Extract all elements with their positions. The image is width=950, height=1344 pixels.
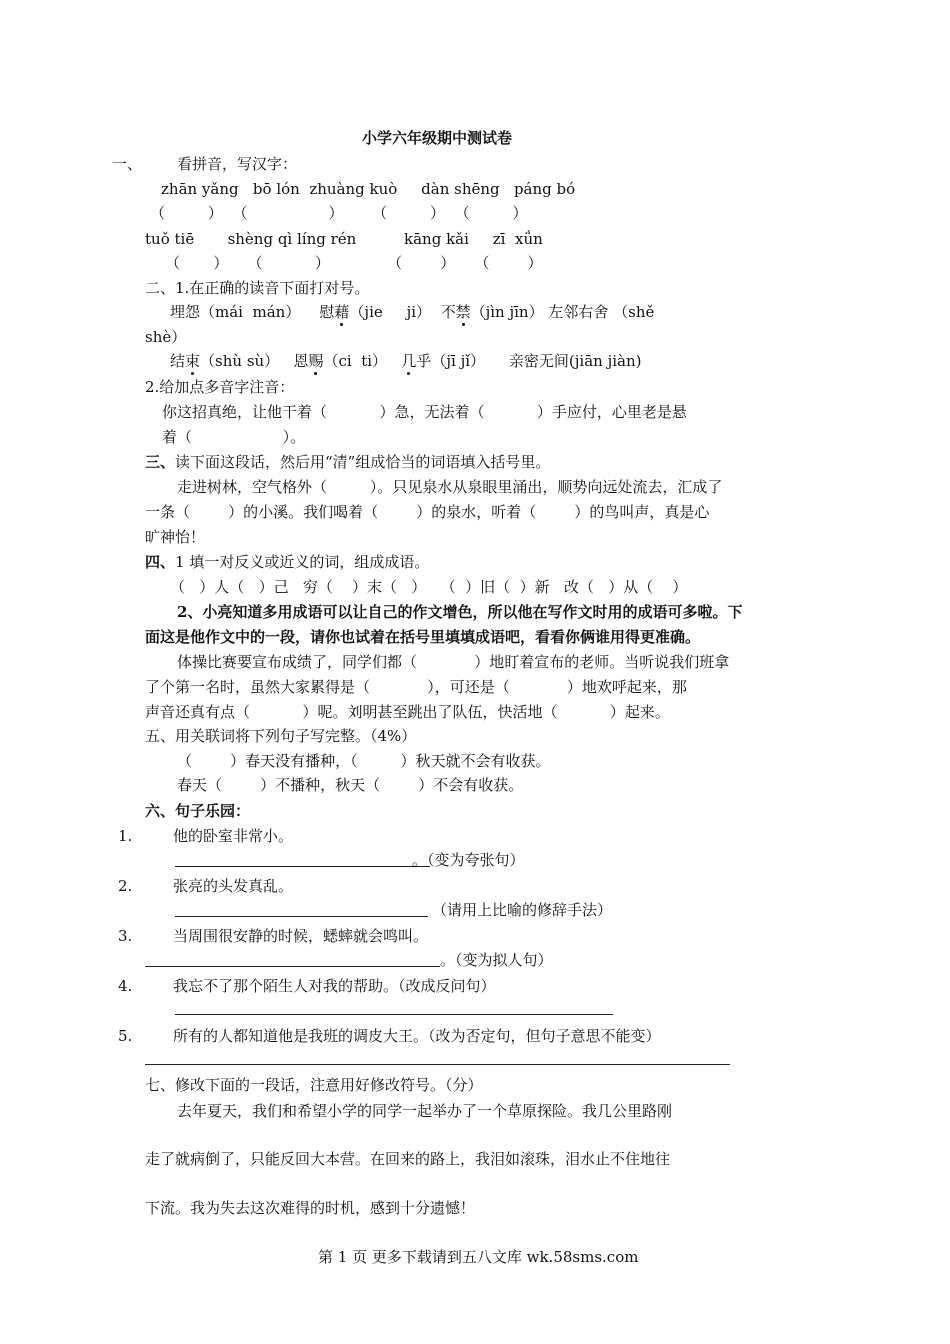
passage-4-line-2: 了个第一名时，虽然大家累得是（ ），可还是（ ）地欢呼起来，那 (145, 678, 687, 696)
sentence-hint: （请用上比喻的修辞手法） (432, 901, 613, 919)
section-3-label: 三、 (145, 453, 176, 471)
idiom-question-line-1: 2、小亮知道多用成语可以让自己的作文增色，所以他在写作文时用的成语可多啦。下 (177, 603, 743, 621)
sentence-text: 张亮的头发真乱。 (173, 877, 294, 895)
page-title: 小学六年级期中测试卷 (362, 129, 513, 147)
passage-4-line-1: 体操比赛要宣布成绩了，同学们都（ ）地盯着宣布的老师。当听说我们班拿 (177, 653, 730, 671)
pronunciation-line-2: shè） (145, 328, 187, 346)
passage-4-line-3: 声音还真有点（ ）呢。刘明甚至跳出了队伍，快活地（ ）起来。 (145, 703, 670, 721)
dotted-char: 禁 (455, 303, 471, 321)
answer-line[interactable] (175, 866, 430, 867)
section-3-text: 读下面这段话，然后用“清”组成恰当的词语填入括号里。 (175, 453, 551, 471)
dotted-char: 几 (401, 352, 417, 370)
section-3-heading (145, 452, 550, 472)
item-number: 1. (118, 827, 133, 845)
pinyin-row-2: tuǒ tiē shèng qì líng rén kāng kǎi zī xǘn (145, 230, 543, 248)
page-footer: 第 1 页 更多下载请到五八文库 wk.58sms.com (318, 1248, 639, 1266)
conjunction-line-1: （ ）春天没有播种，（ ）秋天就不会有收获。 (177, 752, 551, 770)
section-6-heading: 六、句子乐园： (145, 802, 251, 820)
item-number: 3. (118, 927, 133, 945)
answer-line[interactable] (145, 966, 440, 967)
section-2-heading: 二、1.在正确的读音下面打对号。 (145, 279, 370, 297)
conjunction-line-2: 春天（ ）不播种，秋天（ ）不会有收获。 (177, 776, 524, 794)
section-1-number: 一、 (112, 155, 143, 173)
sentence-text: 我忘不了那个陌生人对我的帮助。（改成反问句） (173, 977, 496, 995)
pronunciation-text: （jìn jīn） 左邻右舍 （shě (470, 303, 655, 321)
sentence-hint: 。（变为夸张句） (412, 851, 525, 869)
pronunciation-line-3 (170, 351, 641, 371)
answer-brackets-row-1: （ ） （ ） （ ） （ ） (150, 204, 528, 222)
pronunciation-text: 乎（jī jǐ） 亲密无间(jiān jiàn) (416, 352, 642, 370)
section-5-heading: 五、用关联词将下列句子写完整。（4%） (145, 727, 417, 745)
polyphone-line-1: 你这招真绝，让他干着（ ）急，无法着（ ）手应付，心里老是悬 (162, 403, 687, 421)
passage-3-line-2: 一条（ ）的小溪。我们喝着（ ）的泉水，听着（ ）的鸟叫声，真是心 (145, 503, 710, 521)
sentence-text: 所有的人都知道他是我班的调皮大王。（改为否定句，但句子意思不能变） (173, 1027, 661, 1045)
passage-7-line-2: 走了就病倒了，只能反回大本营。在回来的路上，我泪如滚珠，泪水止不住地往 (145, 1150, 671, 1168)
sentence-text: 他的卧室非常小。 (173, 827, 294, 845)
pronunciation-text: 埋怨（mái mán） 慰 (170, 303, 335, 321)
dotted-char: 藉 (334, 303, 350, 321)
pronunciation-line-1 (170, 302, 654, 322)
section-4-heading (145, 552, 429, 572)
pronunciation-text: 结 (170, 352, 186, 370)
polyphone-question: 2.给加点多音字注音： (145, 378, 295, 396)
answer-line[interactable] (175, 1014, 613, 1015)
passage-3-line-1: 走进树林，空气格外（ ）。只见泉水从泉眼里涌出，顺势向远处流去，汇成了 (177, 478, 723, 496)
passage-7-line-1: 去年夏天，我们和希望小学的同学一起举办了一个草原探险。我几公里路刚 (177, 1102, 673, 1120)
passage-7-line-3: 下流。我为失去这次难得的时机，感到十分遗憾！ (145, 1199, 476, 1217)
passage-3-line-3: 旷神怡！ (145, 528, 206, 546)
answer-line[interactable] (145, 1064, 730, 1065)
answer-brackets-row-2: （ ） （ ） （ ） （ ） (165, 254, 543, 272)
pronunciation-text: （jie ji） 不 (349, 303, 456, 321)
idiom-blanks: （ ）人（ ）己 穷（ ）末（ ） （ ）旧（ ）新 改（ ）从（ ） (170, 578, 688, 596)
section-1-heading: 看拼音，写汉字： (177, 155, 298, 173)
pronunciation-text: （shù sù） 恩 (200, 352, 309, 370)
item-number: 5. (118, 1027, 133, 1045)
idiom-question-line-2: 面这是他作文中的一段，请你也试着在括号里填填成语吧，看看你俩谁用得更准确。 (145, 628, 701, 646)
section-4-text: 1 填一对反义或近义的词，组成成语。 (175, 553, 430, 571)
polyphone-line-2: 着（ ）。 (162, 428, 306, 446)
pinyin-row-1: zhān yǎng bō lón zhuàng kuò dàn shēng páng bó (161, 180, 576, 198)
item-number: 2. (118, 877, 133, 895)
dotted-char: 束 (185, 352, 201, 370)
sentence-text: 当周围很安静的时候，蟋蟀就会鸣叫。 (173, 927, 429, 945)
dotted-char: 赐 (308, 352, 324, 370)
sentence-hint: 。（变为拟人句） (440, 951, 553, 969)
answer-line[interactable] (175, 916, 428, 917)
section-4-label: 四、 (145, 553, 176, 571)
section-7-heading: 七、修改下面的一段话，注意用好修改符号。（分） (145, 1076, 483, 1094)
item-number: 4. (118, 977, 133, 995)
pronunciation-text: （ci ti） (323, 352, 402, 370)
